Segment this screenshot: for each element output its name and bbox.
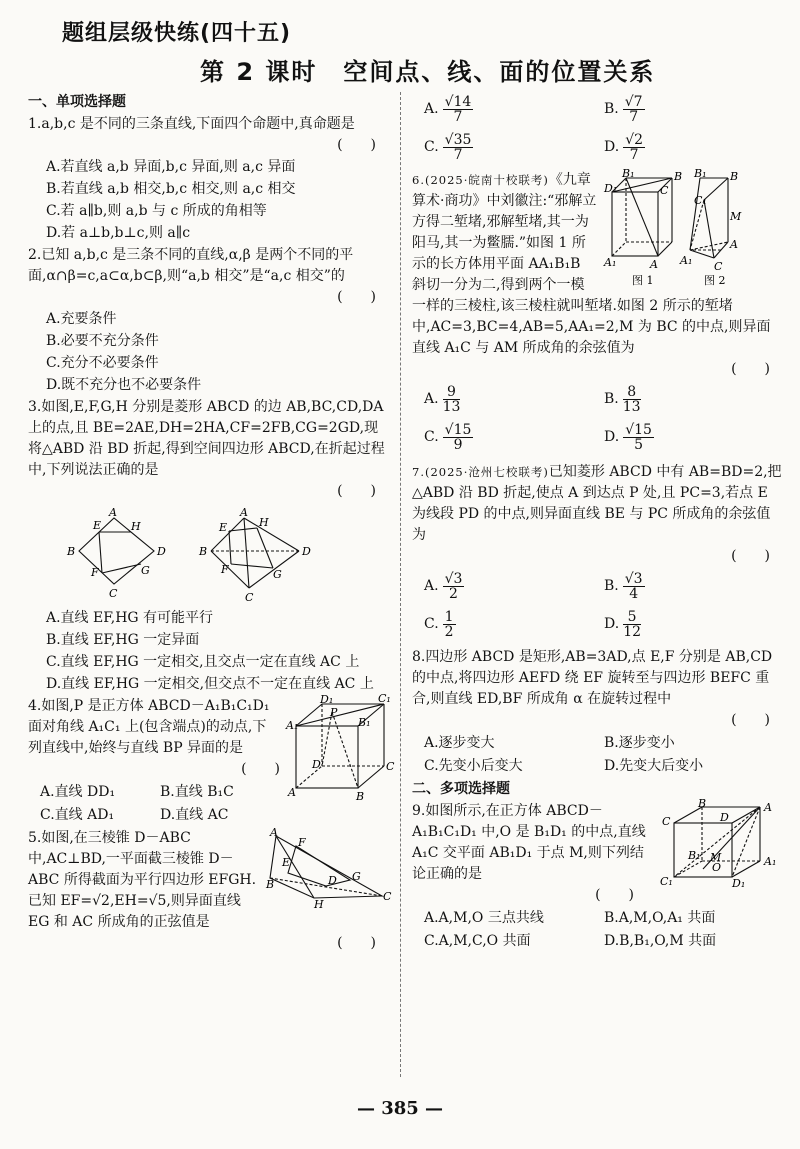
q9-options-row2 (412, 931, 784, 952)
q1-option-b: B.若直线 a,b 相交,b,c 相交,则 a,c 相交 (46, 181, 296, 197)
q7-options-row2 (412, 605, 784, 643)
svg-text:C₁: C₁ (694, 194, 707, 207)
svg-text:A: A (109, 506, 117, 519)
svg-text:D₁: D₁ (604, 182, 618, 195)
svg-text:B₁: B₁ (688, 849, 701, 862)
svg-text:C₁: C₁ (660, 875, 673, 888)
q4-blank: ( ) (241, 761, 280, 777)
q4-option-d: D.直线 AC (160, 807, 229, 823)
svg-text:G: G (141, 564, 150, 577)
svg-text:D: D (157, 545, 166, 558)
svg-text:C₁: C₁ (378, 692, 391, 705)
svg-text:E: E (282, 856, 291, 869)
svg-text:O: O (712, 861, 722, 874)
svg-text:D: D (302, 545, 311, 558)
svg-text:B: B (199, 545, 208, 558)
svg-text:B: B (730, 170, 739, 183)
question-1 (28, 114, 390, 244)
svg-text:C: C (662, 815, 671, 828)
q6-figures (604, 167, 784, 288)
q6-option-c: C. $\frac{√15}{9}$ (424, 421, 472, 453)
q2-option-c: C.充分不必要条件 (46, 355, 159, 371)
q2-stem: 2.已知 a,b,c 是三条不同的直线,α,β 是两个不同的平面,α∩β=c,a⊂α,b⊂β,则“a,b 相交”是“a,c 相交”的 (28, 247, 354, 284)
q7-option-c: C. $\frac{1}{2}$ (424, 608, 454, 640)
q4-cube-figure (286, 692, 395, 808)
svg-text:C: C (386, 760, 395, 773)
q7-options-row1 (412, 567, 784, 605)
q2-blank: ( ) (337, 289, 376, 305)
svg-text:F: F (221, 563, 229, 576)
svg-text:A₁: A₁ (680, 254, 693, 267)
q4-options-row1 (28, 782, 280, 803)
q9-stem: 9.如图所示,在正方体 ABCD－A₁B₁C₁D₁ 中,O 是 B₁D₁ 的中点,直线 A₁C 交平面 AB₁D₁ 于点 M,则下列结论正确的是 (412, 803, 646, 882)
svg-text:B: B (67, 545, 76, 558)
svg-text:C: C (245, 591, 254, 604)
q4-option-a: A.直线 DD₁ (40, 784, 116, 800)
section-multiple-choice: 二、多项选择题 (412, 781, 510, 797)
q1-stem: 1.a,b,c 是不同的三条直线,下面四个命题中,真命题是 (28, 116, 355, 132)
svg-text:H: H (314, 898, 324, 911)
q3-figure (59, 506, 359, 604)
svg-text:F: F (298, 836, 306, 849)
svg-text:A₁: A₁ (764, 855, 777, 868)
q5-option-c: C. $\frac{√35}{7}$ (424, 131, 472, 163)
q8-option-d: D.先变大后变小 (604, 758, 704, 774)
svg-text:G: G (352, 870, 361, 883)
svg-text:C: C (714, 260, 723, 273)
svg-text:F: F (91, 566, 99, 579)
q6-fig1-caption: 图 1 (632, 274, 654, 287)
q6-options-row1 (412, 380, 784, 418)
left-column (28, 90, 395, 954)
svg-text:A: A (650, 258, 658, 271)
question-5 (28, 828, 390, 954)
q2-option-b: B.必要不充分条件 (46, 333, 159, 349)
q2-option-d: D.既不充分也不必要条件 (46, 377, 202, 393)
question-9 (412, 797, 784, 906)
column-divider (400, 92, 401, 1077)
q3-blank: ( ) (337, 483, 376, 499)
question-3 (28, 397, 390, 695)
question-6 (412, 167, 784, 380)
q5-blank: ( ) (337, 935, 376, 951)
q4-option-b: B.直线 B₁C (160, 784, 234, 800)
q8-option-b: B.逐步变小 (604, 735, 675, 751)
q7-option-d: D. $\frac{5}{12}$ (604, 608, 642, 640)
svg-text:C: C (109, 587, 118, 600)
svg-text:D₁: D₁ (320, 693, 334, 706)
q3-option-c: C.直线 EF,HG 一定相交,且交点一定在直线 AC 上 (46, 654, 360, 670)
q6-options-row2 (412, 418, 784, 456)
right-column (412, 90, 784, 954)
svg-text:B₁: B₁ (358, 716, 371, 729)
svg-text:B: B (356, 790, 365, 803)
q9-option-c: C.A,M,C,O 共面 (424, 933, 531, 949)
svg-text:B₁: B₁ (694, 167, 707, 180)
lesson-title: 第 2 课时 空间点、线、面的位置关系 (200, 58, 656, 86)
page-number: — 385 — (356, 1098, 444, 1119)
q5-option-a: A. $\frac{√14}{7}$ (424, 93, 472, 125)
q1-option-c: C.若 a∥b,则 a,b 与 c 所成的角相等 (46, 203, 267, 219)
svg-text:M: M (710, 851, 722, 864)
q3-stem: 3.如图,E,F,G,H 分别是菱形 ABCD 的边 AB,BC,CD,DA 上的点,且 BE=2AE,DH=2HA,CF=2FB,CG=2GD,现将△ABD 沿 BD 折起,得到空间四边形 ABCD,在折起过程中,下列说法正确的是 (28, 399, 385, 478)
q9-option-a: A.A,M,O 三点共线 (424, 910, 544, 926)
q3-option-a: A.直线 EF,HG 有可能平行 (46, 610, 214, 626)
q1-option-d: D.若 a⊥b,b⊥c,则 a∥c (46, 225, 191, 241)
q8-options-row1 (412, 733, 784, 754)
svg-text:B: B (266, 878, 275, 891)
q5-options-row2 (412, 128, 784, 166)
svg-text:D: D (312, 758, 321, 771)
q5-options-row1 (412, 90, 784, 128)
svg-text:B: B (674, 170, 683, 183)
header-title: 题组层级快练(四十五) (62, 21, 292, 46)
q6-blank: ( ) (731, 361, 770, 377)
svg-text:A: A (730, 238, 738, 251)
svg-text:A: A (270, 826, 278, 839)
q1-blank: ( ) (337, 137, 376, 153)
q6-option-d: D. $\frac{√15}{5}$ (604, 421, 652, 453)
svg-text:A: A (764, 801, 772, 814)
q6-option-b: B. $\frac{8}{13}$ (604, 383, 641, 415)
svg-text:A₁: A₁ (286, 719, 299, 732)
svg-text:A: A (288, 786, 296, 799)
q3-option-b: B.直线 EF,HG 一定异面 (46, 632, 200, 648)
q4-options-row2 (28, 805, 280, 826)
question-2 (28, 245, 390, 396)
q8-option-a: A.逐步变大 (424, 735, 495, 751)
question-8 (412, 647, 784, 777)
q8-options-row2 (412, 756, 784, 777)
q7-option-a: A. $\frac{√3}{2}$ (424, 570, 463, 602)
q9-options-row1 (412, 908, 784, 929)
svg-text:G: G (273, 568, 282, 581)
q5-stem: 5.如图,在三棱锥 D－ABC 中,AC⊥BD,一平面截三棱锥 D－ABC 所得截面为平行四边形 EFGH.已知 EF=√2,EH=√5,则异面直线 EG 和 AC 所成角的正弦值是 (28, 830, 257, 930)
q9-option-b: B.A,M,O,A₁ 共面 (604, 910, 716, 926)
svg-text:B₁: B₁ (622, 167, 635, 180)
q6-option-a: A. $\frac{9}{13}$ (424, 383, 461, 415)
q5-option-b: B. $\frac{√7}{7}$ (604, 93, 643, 125)
svg-text:C: C (383, 890, 392, 903)
q8-blank: ( ) (731, 712, 770, 728)
svg-text:A₁: A₁ (604, 256, 617, 269)
svg-text:D: D (328, 874, 337, 887)
q5-option-d: D. $\frac{√2}{7}$ (604, 131, 644, 163)
q8-stem: 8.四边形 ABCD 是矩形,AB=3AD,点 E,F 分别是 AB,CD 的中点,将四边形 AEFD 绕 EF 旋转至与四边形 BEFC 重合,则直线 ED,BF 所成角 α 在旋转过程中 (412, 649, 773, 707)
q8-option-c: C.先变小后变大 (424, 758, 523, 774)
q4-option-c: C.直线 AD₁ (40, 807, 115, 823)
q6-tag: 6.(2025·皖南十校联考) (412, 173, 549, 187)
svg-text:H: H (259, 516, 269, 529)
svg-text:D₁: D₁ (732, 877, 746, 890)
q7-blank: ( ) (731, 548, 770, 564)
svg-text:H: H (131, 520, 141, 533)
svg-text:B: B (698, 797, 707, 810)
q9-cube-figure (660, 797, 784, 890)
q6-fig2-caption: 图 2 (704, 274, 726, 287)
q4-stem: 4.如图,P 是正方体 ABCD－A₁B₁C₁D₁ 面对角线 A₁C₁ 上(包含端点)的动点,下列直线中,始终与直线 BP 异面的是 (28, 698, 270, 756)
svg-text:A: A (240, 506, 248, 519)
q7-tag: 7.(2025·沧州七校联考) (412, 465, 549, 479)
q5-tetra-figure (266, 826, 392, 911)
svg-text:E: E (219, 521, 228, 534)
svg-text:C: C (660, 184, 669, 197)
q6-stem: 《九章算术·商功》中刘徽注:“邪解立方得二堑堵,邪解堑堵,其一为阳马,其一为鳖臑.”如图 1 所示的长方体用平面 AA₁B₁B 斜切一分为二,得到两个一模一样的三棱柱,该三棱柱就叫堑堵.如图 2 所示的堑堵中,AC=3,BC=4,AB=5,AA₁=2,M 为 BC 的中点,则异面直线 A₁C 与 AM 所成角的余弦值为 (412, 172, 771, 356)
q1-option-a: A.若直线 a,b 异面,b,c 异面,则 a,c 异面 (46, 159, 296, 175)
question-7 (412, 462, 784, 567)
q7-stem: 已知菱形 ABCD 中有 AB=BD=2,把△ABD 沿 BD 折起,使点 A 到达点 P 处,且 PC=3,若点 E 为线段 PD 的中点,则异面直线 BE 与 PC 所成角的余弦值为 (412, 464, 782, 543)
q3-option-d: D.直线 EF,HG 一定相交,但交点不一定在直线 AC 上 (46, 676, 374, 692)
svg-text:E: E (93, 519, 102, 532)
svg-text:M: M (730, 210, 742, 223)
svg-text:P: P (330, 706, 338, 719)
q9-blank: ( ) (595, 887, 634, 903)
section-single-choice: 一、单项选择题 (28, 94, 126, 110)
q7-option-b: B. $\frac{√3}{4}$ (604, 570, 643, 602)
q9-option-d: D.B,B₁,O,M 共面 (604, 933, 717, 949)
svg-text:D: D (720, 811, 729, 824)
q2-option-a: A.充要条件 (46, 311, 117, 327)
